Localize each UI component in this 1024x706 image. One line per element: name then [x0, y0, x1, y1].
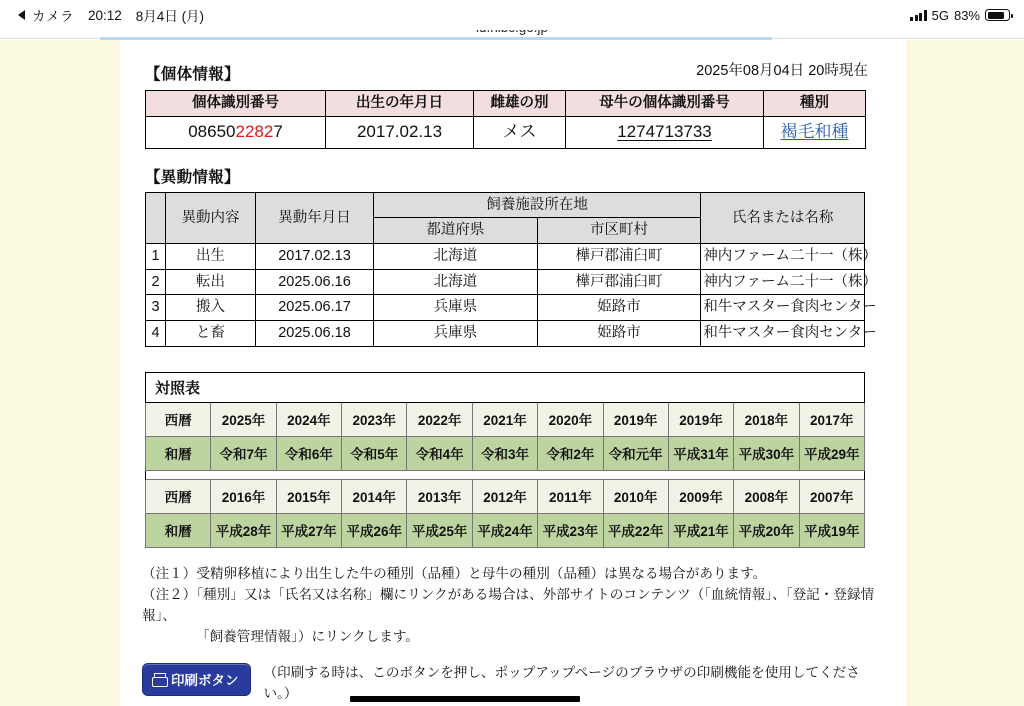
status-bar-right [910, 8, 1010, 23]
cell-wareki: 平成24年 [472, 513, 537, 547]
cell-wareki: 平成26年 [342, 513, 407, 547]
table-row [146, 295, 865, 321]
cell-seireki: 2012年 [472, 479, 537, 513]
cell-movement-date: 2025.06.16 [256, 269, 374, 295]
col-header-birth-date: 出生の年月日 [326, 91, 474, 117]
table-row [146, 116, 866, 148]
print-row [142, 663, 887, 704]
cell-row-number: 4 [146, 321, 166, 347]
cell-seireki: 2011年 [538, 479, 603, 513]
col-header-breed: 種別 [764, 91, 866, 117]
cell-name: 神内ファーム二十一（株） [701, 244, 865, 270]
comparison-row-seireki-1 [146, 402, 865, 436]
page-load-progress-track [0, 37, 1024, 40]
cell-birth-date: 2017.02.13 [326, 116, 474, 148]
row-label-wareki: 和暦 [146, 436, 211, 470]
individual-info-table [145, 90, 866, 149]
comparison-row-wareki-2 [146, 513, 865, 547]
cell-prefecture: 北海道 [374, 244, 538, 270]
footnote-2: （注２）「種別」又は「氏名又は名称」欄にリンクがある場合は、外部サイトのコンテンツ（「血統情報」、「登記・登録情報」、 [142, 587, 875, 624]
col-header-dam-id: 母牛の個体識別番号 [566, 91, 764, 117]
breed-link[interactable]: 褐毛和種 [780, 122, 849, 142]
network-type-label: 5G [931, 7, 949, 23]
status-bar-left [18, 5, 204, 25]
cell-seireki: 2018年 [734, 402, 799, 436]
table-row [146, 321, 865, 347]
movement-section-title: 【異動情報】 [145, 168, 240, 186]
cell-prefecture: 兵庫県 [374, 321, 538, 347]
cell-row-number: 3 [146, 295, 166, 321]
movement-info-table [145, 192, 878, 347]
cell-seireki: 2015年 [276, 479, 341, 513]
id-prefix: 08650 [188, 122, 236, 142]
comparison-row-seireki-2 [146, 479, 865, 513]
as-of-timestamp: 2025年08月04日 20時現在 [696, 63, 868, 79]
cell-wareki: 平成19年 [799, 513, 864, 547]
cell-seireki: 2014年 [342, 479, 407, 513]
cell-wareki: 令和5年 [342, 436, 407, 470]
cell-seireki: 2013年 [407, 479, 472, 513]
cell-wareki: 平成22年 [603, 513, 668, 547]
signal-bars-icon [910, 10, 927, 21]
cell-seireki: 2019年 [603, 402, 668, 436]
id-highlight: 2282 [235, 122, 274, 142]
print-button[interactable] [142, 663, 251, 696]
clock-label: 20:12 [88, 7, 122, 23]
movement-section-header [120, 149, 906, 192]
cell-movement-date: 2017.02.13 [256, 244, 374, 270]
cell-dam-id [566, 116, 764, 148]
comparison-caption-row [146, 372, 865, 402]
cell-wareki: 令和6年 [276, 436, 341, 470]
cell-movement-content: と畜 [166, 321, 256, 347]
comparison-bottom-border [146, 547, 865, 549]
cell-seireki: 2023年 [342, 402, 407, 436]
era-comparison-table [145, 372, 865, 550]
page-load-progress-bar [100, 37, 772, 40]
cell-movement-content: 搬入 [166, 295, 256, 321]
cell-seireki: 2019年 [668, 402, 733, 436]
col-header-facility-location: 飼養施設所在地 [374, 192, 701, 218]
battery-icon [985, 9, 1010, 21]
footnote-1: （注１）受精卵移植により出生した牛の種別（品種）と母牛の種別（品種）は異なる場合があります。 [142, 566, 767, 582]
back-app-label[interactable]: カメラ [32, 9, 74, 24]
cell-movement-date: 2025.06.17 [256, 295, 374, 321]
cell-wareki: 令和3年 [472, 436, 537, 470]
cell-row-number: 2 [146, 269, 166, 295]
col-header-individual-id: 個体識別番号 [146, 91, 326, 117]
cell-seireki: 2008年 [734, 479, 799, 513]
cell-prefecture: 北海道 [374, 269, 538, 295]
redaction-bar [350, 696, 580, 702]
cell-prefecture: 兵庫県 [374, 295, 538, 321]
cell-seireki: 2016年 [211, 479, 276, 513]
cell-name: 和牛マスター食肉センター [701, 295, 865, 321]
cell-wareki: 令和7年 [211, 436, 276, 470]
col-header-municipality: 市区町村 [537, 218, 701, 244]
col-header-prefecture: 都道府県 [374, 218, 538, 244]
print-note-text: （印刷する時は、このボタンを押し、ポップアップページのブラウザの印刷機能を使用してください。） [263, 665, 860, 701]
comparison-caption: 対照表 [146, 372, 865, 402]
row-label-seireki: 西暦 [146, 479, 211, 513]
footnote-2-continued: 「飼養管理情報」）にリンクします。 [196, 629, 419, 645]
cell-wareki: 平成30年 [734, 436, 799, 470]
cell-seireki: 2007年 [799, 479, 864, 513]
cell-wareki: 平成27年 [276, 513, 341, 547]
table-header-row-top [146, 192, 865, 218]
ios-status-bar [0, 0, 1024, 30]
cell-sex: メス [474, 116, 566, 148]
cell-name: 神内ファーム二十一（株） [701, 269, 865, 295]
col-header-movement-content: 異動内容 [166, 192, 256, 243]
dam-id-value[interactable]: 1274713733 [617, 122, 712, 142]
comparison-row-wareki-1 [146, 436, 865, 470]
cell-movement-content: 出生 [166, 244, 256, 270]
printer-icon [152, 673, 166, 685]
battery-percent-label: 83% [953, 7, 980, 23]
date-label: 8月4日 (月) [135, 9, 205, 24]
cell-movement-date: 2025.06.18 [256, 321, 374, 347]
table-header-row [146, 91, 866, 117]
col-header-movement-date: 異動年月日 [256, 192, 374, 243]
cell-seireki: 2010年 [603, 479, 668, 513]
col-header-name: 氏名または名称 [701, 192, 865, 243]
back-arrow-icon[interactable] [18, 10, 25, 20]
cell-wareki: 平成31年 [668, 436, 733, 470]
cell-seireki: 2025年 [211, 402, 276, 436]
col-header-row-number [146, 192, 166, 243]
table-row [146, 269, 865, 295]
cell-wareki: 平成29年 [799, 436, 864, 470]
row-label-wareki: 和暦 [146, 513, 211, 547]
cell-individual-id [146, 116, 326, 148]
cell-wareki: 平成28年 [211, 513, 276, 547]
print-button-label: 印刷ボタン [171, 673, 239, 689]
cell-municipality: 姫路市 [537, 321, 701, 347]
col-header-sex: 雌雄の別 [474, 91, 566, 117]
row-label-seireki: 西暦 [146, 402, 211, 436]
cell-wareki: 平成20年 [734, 513, 799, 547]
cell-name: 和牛マスター食肉センター [701, 321, 865, 347]
cell-row-number: 1 [146, 244, 166, 270]
cell-wareki: 令和元年 [603, 436, 668, 470]
cell-breed [764, 116, 866, 148]
cell-wareki: 平成21年 [668, 513, 733, 547]
cell-seireki: 2009年 [668, 479, 733, 513]
cell-movement-content: 転出 [166, 269, 256, 295]
print-instruction-text [264, 663, 888, 704]
cell-seireki: 2024年 [276, 402, 341, 436]
cell-wareki: 平成25年 [407, 513, 472, 547]
cell-seireki: 2020年 [538, 402, 603, 436]
comparison-block-spacer [146, 470, 865, 479]
individual-section-header [120, 40, 906, 90]
id-suffix: 7 [273, 122, 283, 142]
cell-wareki: 令和2年 [538, 436, 603, 470]
cell-municipality: 樺戸郡浦臼町 [537, 269, 701, 295]
cell-seireki: 2021年 [472, 402, 537, 436]
cell-municipality: 姫路市 [537, 295, 701, 321]
cell-seireki: 2017年 [799, 402, 864, 436]
footnotes [142, 563, 882, 647]
cell-seireki: 2022年 [407, 402, 472, 436]
page-content [120, 40, 906, 706]
cell-wareki: 平成23年 [538, 513, 603, 547]
individual-section-title: 【個体情報】 [145, 66, 240, 83]
cell-wareki: 令和4年 [407, 436, 472, 470]
movement-table-body [146, 244, 878, 347]
table-row [146, 244, 865, 270]
cell-municipality: 樺戸郡浦臼町 [537, 244, 701, 270]
